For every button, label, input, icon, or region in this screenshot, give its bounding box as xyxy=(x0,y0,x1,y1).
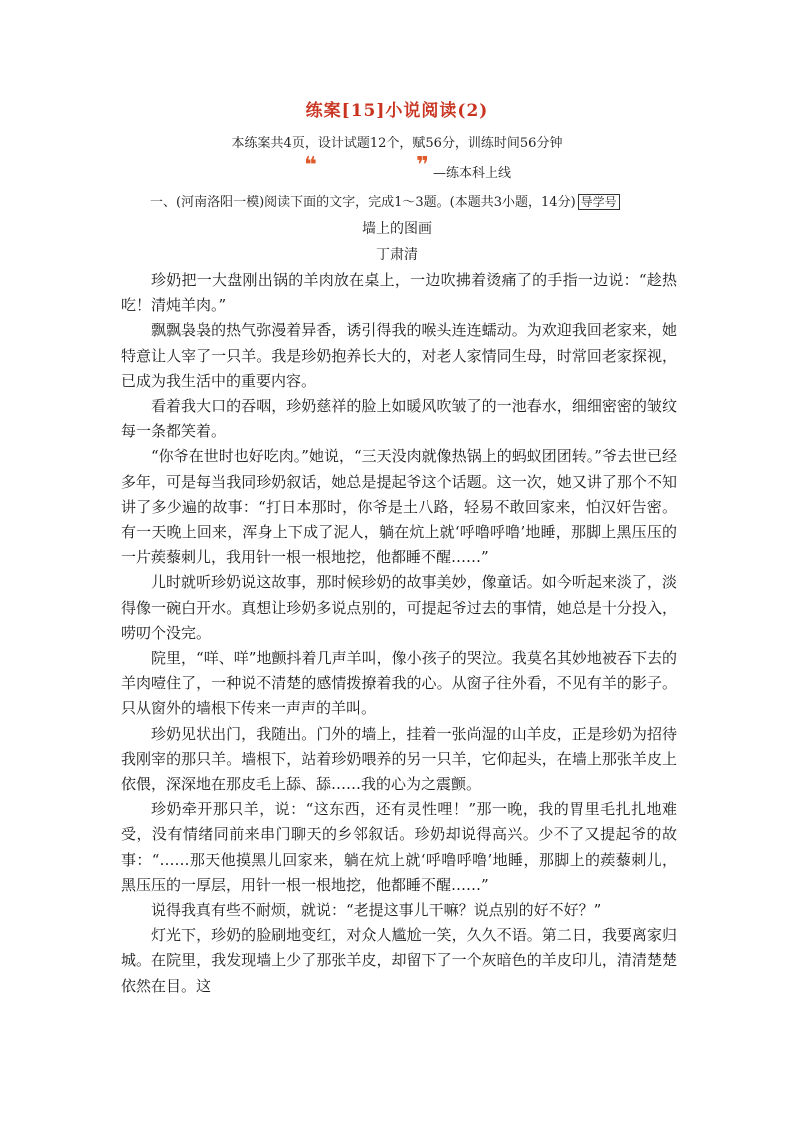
paragraph: 看着我大口的吞咽，珍奶慈祥的脸上如暖风吹皱了的一池春水，细细密密的皱纹每一条都笑着。 xyxy=(121,397,677,441)
paragraph: 飘飘袅袅的热气弥漫着异香，诱引得我的喉头连连蠕动。为欢迎我回老家来，她特意让人宰了一只羊。我是珍奶抱养长大的，对老人家情同生母，时常回老家探视，已成为我生活中的重要内容。 xyxy=(121,321,677,390)
section-intro xyxy=(150,191,620,210)
paragraph: 说得我真有些不耐烦，就说：“老提这事儿干嘛？说点别的好不好？” xyxy=(151,901,602,920)
story-body xyxy=(121,268,677,999)
paragraph: 灯光下，珍奶的脸刷地变红，对众人尴尬一笑，久久不语。第二日，我要离家归城。在院里，我发现墙上少了那张羊皮，却留下了一个灰暗色的羊皮印儿，清清楚楚依然在目。这 xyxy=(121,926,677,995)
paragraph: 院里，“咩、咩”地颤抖着几声羊叫，像小孩子的哭泣。我莫名其妙地被吞下去的羊肉噎住了，一种说不清楚的感情拨撩着我的心。从窗子往外看，不见有羊的影子。只从窗外的墙根下传来一声声的羊叫。 xyxy=(121,649,677,718)
paragraph: 珍奶牵开那只羊，说：“这东西，还有灵性哩！”那一晚，我的胃里毛扎扎地难受，没有情绪同前来串门聊天的乡邻叙话。珍奶却说得高兴。少不了又提起爷的故事：“……那天他摸黑儿回家来，躺在炕上就‘呼噜呼噜’地睡，那脚上的蒺藜刺儿，黑压压的一厚层，用针一根一根地挖，他都睡不醒……” xyxy=(121,800,677,894)
paragraph: “你爷在世时也好吃肉。”她说，“三天没肉就像热锅上的蚂蚁团团转。”爷去世已经多年，可是每当我同珍奶叙话，她总是提起爷这个话题。这一次，她又讲了那个不知讲了多少遍的故事：“打日本那时，你爷是土八路，轻易不敢回家来，怕汉奸告密。有一天晚上回来，浑身上下成了泥人，躺在炕上就‘呼噜呼噜’地睡，那脚上黑压压的一片蒺藜刺儿，我用针一根一根地挖，他都睡不醒……” xyxy=(121,447,677,567)
paragraph: 珍奶把一大盘刚出锅的羊肉放在桌上，一边吹拂着烫痛了的手指一边说：“趁热吃！清炖羊肉。” xyxy=(121,271,677,315)
story-author: 丁肃清 xyxy=(376,247,418,263)
quote-open-icon: ❝ xyxy=(304,153,317,178)
quote-close-icon: ❞ xyxy=(416,153,429,178)
section-intro-text: 一、(河南洛阳一模)阅读下面的文字，完成1～3题。(本题共3小题，14分) xyxy=(150,195,576,210)
guide-number-tag: 导学号 xyxy=(578,194,620,210)
story-title: 墙上的图画 xyxy=(362,221,432,237)
page-subtitle: 本练案共4页，设计试题12个，赋56分，训练时间56分钟 xyxy=(231,136,563,151)
paragraph: 儿时就听珍奶说这故事，那时候珍奶的故事美妙，像童话。如今听起来淡了，淡得像一碗白开水。真想让珍奶多说点别的，可提起爷过去的事情，她总是十分投入，唠叨个没完。 xyxy=(121,573,677,642)
paragraph: 珍奶见状出门，我随出。门外的墙上，挂着一张尚湿的山羊皮，正是珍奶为招待我刚宰的那只羊。墙根下，站着珍奶喂养的另一只羊，它仰起头，在墙上那张羊皮上依偎，深深地在那皮毛上舔、舔……我的心为之震颤。 xyxy=(121,724,677,794)
section-badge-label: —练本科上线 xyxy=(433,166,512,181)
page-title: 练案[15]小说阅读(2) xyxy=(305,101,489,121)
